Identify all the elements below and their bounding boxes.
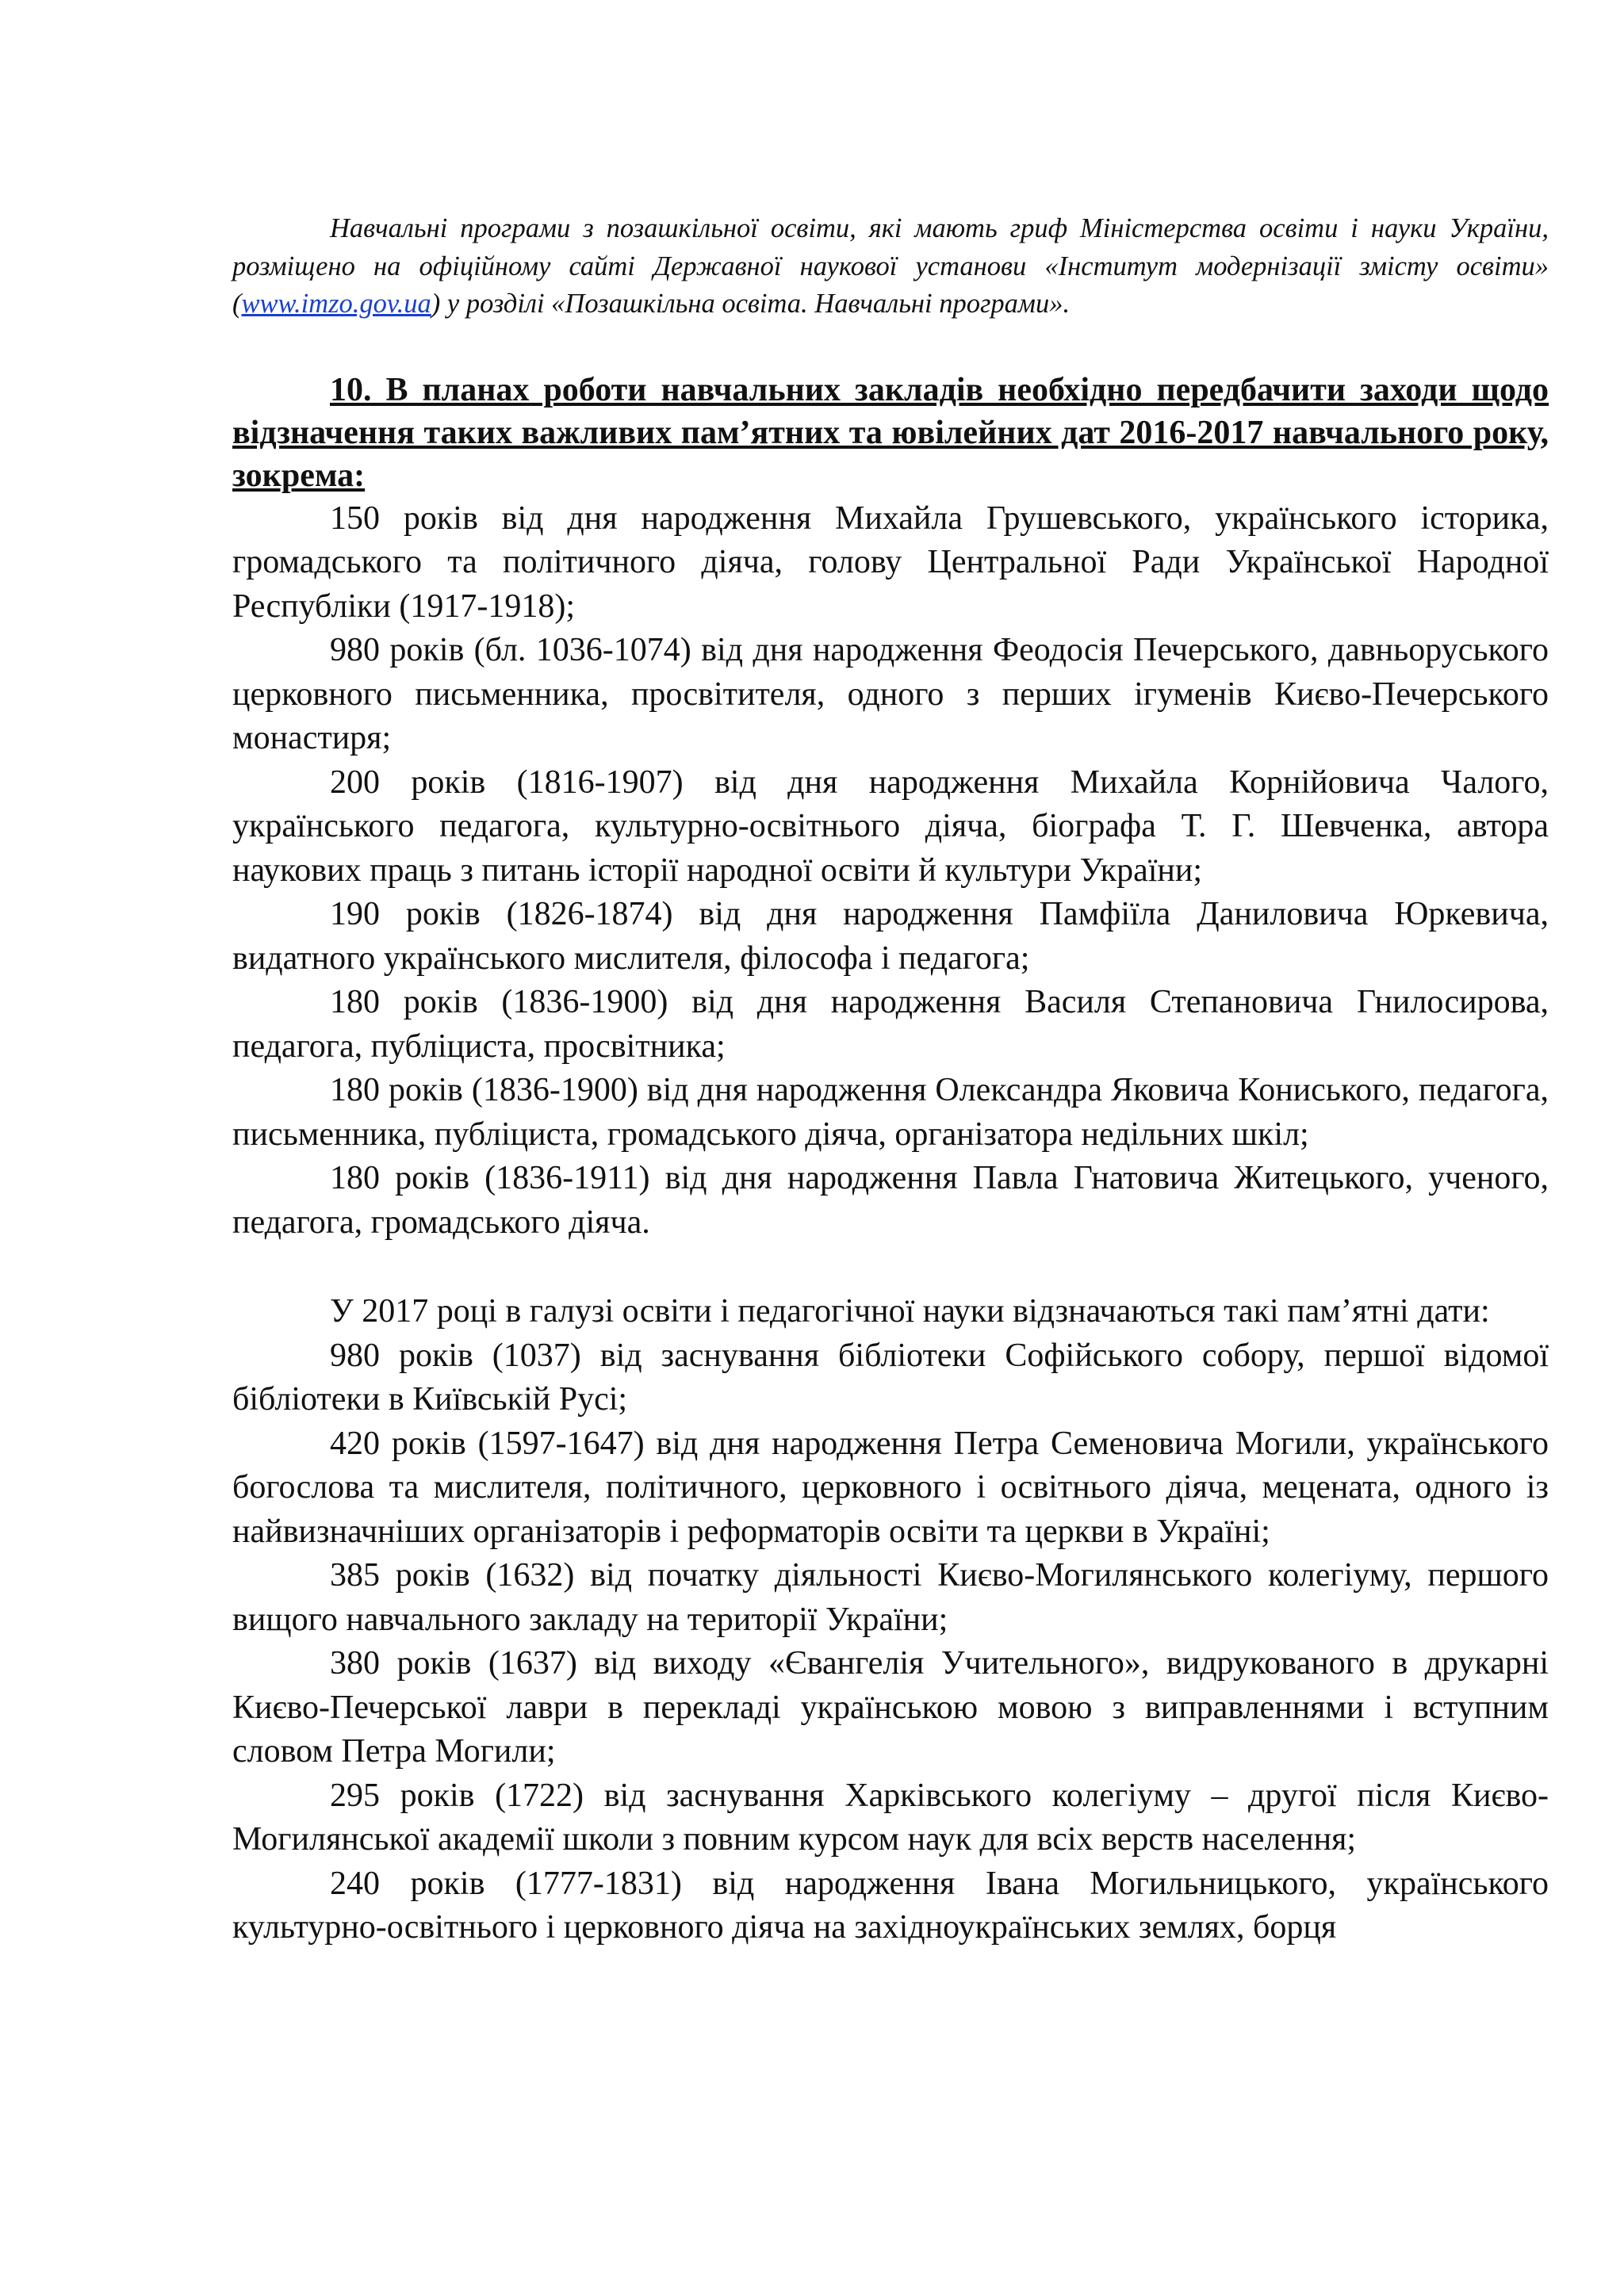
document-page — [232, 210, 1549, 1950]
section-10-heading: 10. В планах роботи навчальних закладів необхідно передбачити заходи щодо відзначення таких важливих пам’ятних та ювілейних дат 2016-2017 навчального року, зокрема: — [232, 371, 1549, 494]
section-2017-lead: У 2017 році в галузі освіти і педагогічної науки відзначаються такі пам’ятні дати: — [330, 1293, 1490, 1330]
intro-text-start: Навчальні програми з позашкільної освіти, які мають гриф Міністерства освіти і науки України, розміщено на офіційному сайті Державної наукової установи «Інститут модернізації змісту освіти» ( — [232, 213, 1549, 319]
intro-text-end: ) у розділі «Позашкільна освіта. Навчальні програми». — [431, 289, 1071, 319]
list-item: 420 років (1597-1647) від дня народження Петра Семеновича Могили, українського богослова та мислителя, політичного, церковного і освітнього діяча, мецената, одного із найвизначніших організаторів і реформаторів освіти та церкви в Україні; — [232, 1425, 1549, 1550]
list-item: 190 років (1826-1874) від дня народження Памфіїла Даниловича Юркевича, видатного українського мислителя, філософа і педагога; — [232, 896, 1549, 977]
list-item: 150 років від дня народження Михайла Грушевського, українського історика, громадського та політичного діяча, голову Центральної Ради Української Народної Республіки (1917-1918); — [232, 499, 1549, 625]
list-item: 385 років (1632) від початку діяльності Києво-Могилянського колегіуму, першого вищого навчального закладу на території України; — [232, 1557, 1549, 1638]
list-item: 200 років (1816-1907) від дня народження Михайла Корнійовича Чалого, українського педагога, культурно-освітнього діяча, біографа Т. Г. Шевченка, автора наукових праць з питань історії народної освіти й культури України; — [232, 763, 1549, 889]
imzo-link[interactable]: www.imzo.gov.ua — [241, 289, 431, 319]
list-item: 180 років (1836-1900) від дня народження Василя Степановича Гнилосирова, педагога, публіциста, просвітника; — [232, 984, 1549, 1065]
intro-paragraph — [232, 210, 1549, 323]
list-item: 180 років (1836-1911) від дня народження Павла Гнатовича Житецького, ученого, педагога, громадського діяча. — [232, 1160, 1549, 1241]
list-item: 240 років (1777-1831) від народження Івана Могильницького, українського культурно-освітнього і церковного діяча на західноукраїнських землях, борця — [232, 1865, 1549, 1946]
list-item: 980 років (1037) від заснування бібліотеки Софійського собору, першої відомої бібліотеки в Київській Русі; — [232, 1337, 1549, 1418]
list-item: 295 років (1722) від заснування Харківського колегіуму – другої після Києво-Могилянської академії школи з повним курсом наук для всіх верств населення; — [232, 1777, 1549, 1858]
list-item: 180 років (1836-1900) від дня народження Олександра Яковича Кониського, педагога, письменника, публіциста, громадського діяча, організатора недільних шкіл; — [232, 1072, 1549, 1153]
list-item: 380 років (1637) від виходу «Євангелія Учительного», видрукованого в друкарні Києво-Печерської лаври в перекладі українською мовою з виправленнями і вступним словом Петра Могили; — [232, 1645, 1549, 1770]
list-item: 980 років (бл. 1036-1074) від дня народження Феодосія Печерського, давньоруського церковного письменника, просвітителя, одного з перших ігуменів Києво-Печерського монастиря; — [232, 632, 1549, 756]
